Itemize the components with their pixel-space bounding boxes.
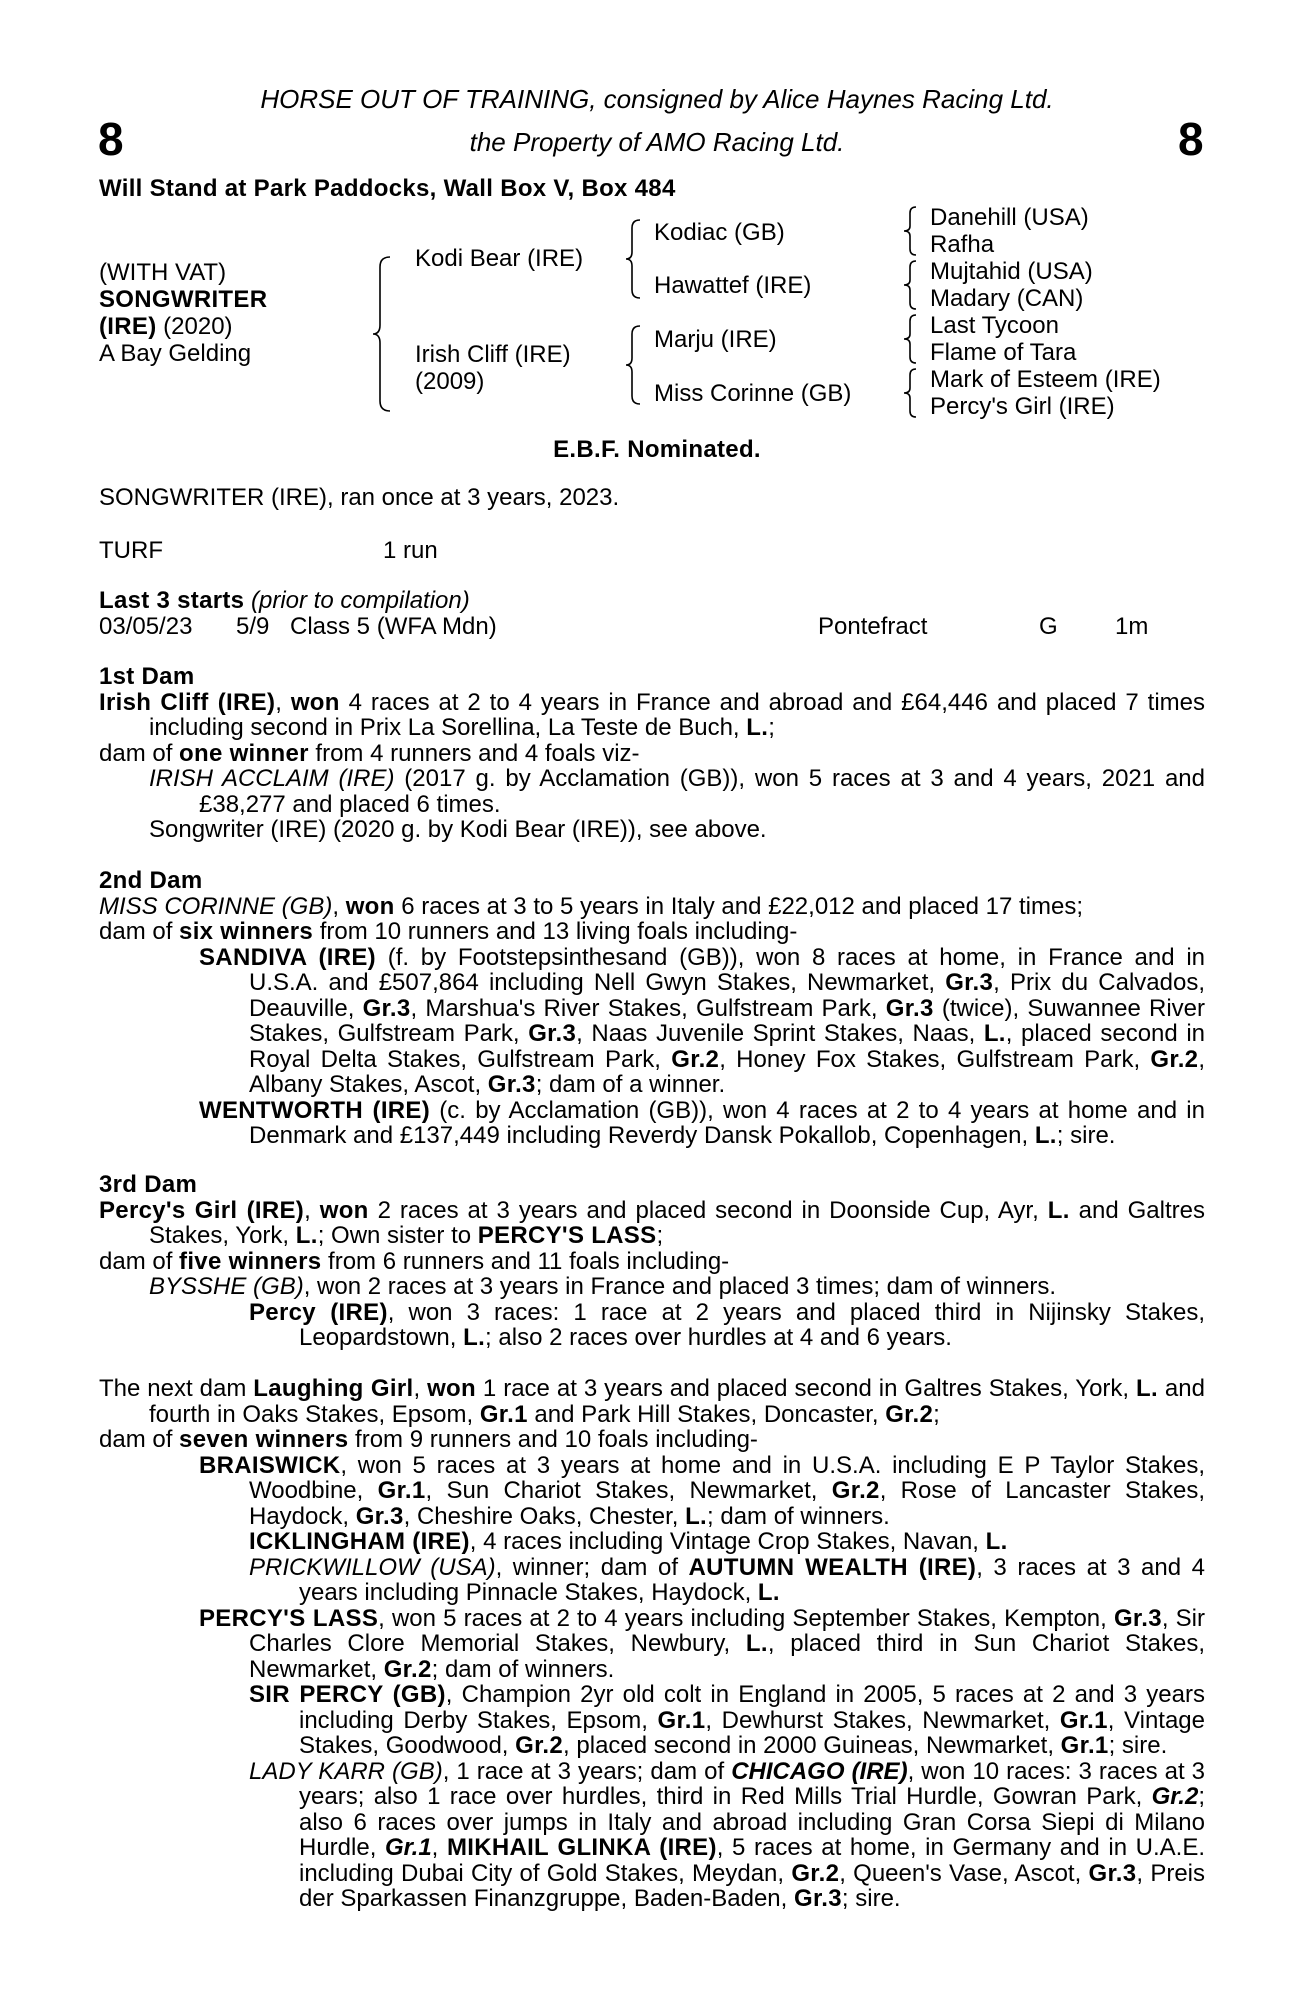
third-dam-record: Percy's Girl (IRE), won 2 races at 3 years and placed second in Doonside Cup, Ayr, L. and Galtres Stakes, York, L.; Own sister to PERCY'S LASS; bbox=[99, 1196, 1205, 1249]
consignor-line: HORSE OUT OF TRAINING, consigned by Alice Haynes Racing Ltd. bbox=[260, 84, 1054, 114]
horse-description: A Bay Gelding bbox=[99, 340, 252, 367]
second-dam-foal-sandiva: SANDIVA (IRE) (f. by Footstepsinthesand (GB)), won 8 races at home, in France and in U.S.A. and £507,864 including Nell Gwyn Stakes, Newmarket, Gr.3, Prix du Calvados, Deauville, Gr.3, Marshua's River Stakes, Gulfstream Park, Gr.3 (twice), Suwannee River Stakes, Gulfstream Park, Gr.3, Naas Juvenile Sprint Stakes, Naas, L., placed second in Royal Delta Stakes, Gulfstream Park, Gr.2, Honey Fox Stakes, Gulfstream Park, Gr.2, Albany Stakes, Ascot, Gr.3; dam of a winner. bbox=[199, 943, 1206, 1098]
second-dam-produce: dam of six winners from 10 runners and 13 living foals including- bbox=[99, 918, 798, 945]
second-dam-record: MISS CORINNE (GB), won 6 races at 3 to 5 years in Italy and £22,012 and placed 17 times; bbox=[99, 892, 1084, 920]
pedigree-g3: Mujtahid (USA) bbox=[930, 258, 1093, 285]
start-distance: 1m bbox=[1115, 613, 1149, 640]
vat-label: (WITH VAT) bbox=[99, 259, 227, 286]
pedigree-g5: Last Tycoon bbox=[930, 312, 1059, 339]
start-race: Class 5 (WFA Mdn) bbox=[290, 613, 497, 640]
turf-runs: 1 run bbox=[383, 537, 438, 564]
next-dam-foal-braiswick: BRAISWICK, won 5 races at 3 years at home and in U.S.A. including E P Taylor Stakes, Woodbine, Gr.1, Sun Chariot Stakes, Newmarket, Gr.2, Rose of Lancaster Stakes, Haydock, Gr.3, Cheshire Oaks, Chester, L.; dam of winners. bbox=[199, 1451, 1205, 1530]
pedigree-dam-dam: Miss Corinne (GB) bbox=[654, 380, 852, 407]
third-dam-produce: dam of five winners from 6 runners and 11 foals including- bbox=[99, 1247, 730, 1275]
next-dam-grandfoal-icklingham: ICKLINGHAM (IRE), 4 races including Vintage Crop Stakes, Navan, L. bbox=[249, 1528, 1008, 1555]
third-dam-foal-percy: Percy (IRE), won 3 races: 1 race at 2 years and placed third in Nijinsky Stakes, Leopardstown, L.; also 2 races over hurdles at 4 and 6 years. bbox=[249, 1298, 1205, 1351]
third-dam-foal-bysshe: BYSSHE (GB), won 2 races at 3 years in France and placed 3 times; dam of winners. bbox=[149, 1273, 1057, 1300]
second-dam-section bbox=[99, 868, 1205, 1149]
next-dam-section bbox=[99, 1376, 1205, 1912]
pedigree-g8: Percy's Girl (IRE) bbox=[930, 393, 1115, 420]
lot-number-left: 8 bbox=[98, 113, 124, 165]
third-dam-heading: 3rd Dam bbox=[99, 1171, 198, 1198]
third-dam-section bbox=[99, 1172, 1205, 1351]
next-dam-grandfoal-prickwillow: PRICKWILLOW (USA), winner; dam of AUTUMN WEALTH (IRE), 3 races at 3 and 4 years including Pinnacle Stakes, Haydock, L. bbox=[249, 1553, 1205, 1606]
pedigree-bracket-g1 bbox=[902, 205, 920, 257]
ebf-nominated: E.B.F. Nominated. bbox=[553, 436, 761, 463]
start-position: 5/9 bbox=[236, 613, 270, 640]
pedigree-sire-sire: Kodiac (GB) bbox=[654, 219, 785, 246]
pedigree-g1: Danehill (USA) bbox=[930, 204, 1089, 231]
next-dam-grandfoal-lady-karr: LADY KARR (GB), 1 race at 3 years; dam of CHICAGO (IRE), won 10 races: 3 races at 3 years; also 1 race over hurdles, third in Red Mills Trial Hurdle, Gowran Park, Gr.2; also 6 races over jumps in Italy and abroad including Gran Corsa Siepi di Milano Hurdle, Gr.1, MIKHAIL GLINKA (IRE), 5 races at home, in Germany and in U.A.E. including Dubai City of Gold Stakes, Meydan, Gr.2, Queen's Vase, Ascot, Gr.3, Preis der Sparkassen Finanzgruppe, Baden-Baden, Gr.3; sire. bbox=[249, 1757, 1206, 1912]
pedigree-bracket-g3 bbox=[902, 313, 920, 365]
pedigree-bracket-main bbox=[370, 255, 394, 413]
race-summary: SONGWRITER (IRE), ran once at 3 years, 2023. bbox=[99, 484, 620, 511]
pedigree-g4: Madary (CAN) bbox=[930, 285, 1084, 312]
next-dam-foal-percys-lass: PERCY'S LASS, won 5 races at 2 to 4 years including September Stakes, Kempton, Gr.3, Sir Charles Clore Memorial Stakes, Newbury, L., placed third in Sun Chariot Stakes, Newmarket, Gr.2; dam of winners. bbox=[199, 1604, 1205, 1683]
pedigree-g7: Mark of Esteem (IRE) bbox=[930, 366, 1161, 393]
first-dam-foal-1: IRISH ACCLAIM (IRE) (2017 g. by Acclamation (GB)), won 5 races at 3 and 4 years, 2021 and £38,277 and placed 6 times. bbox=[149, 765, 1205, 818]
pedigree-bracket-sire bbox=[624, 218, 644, 300]
second-dam-foal-wentworth: WENTWORTH (IRE) (c. by Acclamation (GB)), won 4 races at 2 to 4 years at home and in Denmark and £137,449 including Reverdy Dansk Pokallob, Copenhagen, L.; sire. bbox=[199, 1096, 1205, 1149]
pedigree-dam-year: (2009) bbox=[415, 368, 485, 395]
property-line: the Property of AMO Racing Ltd. bbox=[469, 127, 845, 157]
turf-label: TURF bbox=[99, 537, 163, 564]
pedigree-g6: Flame of Tara bbox=[930, 339, 1077, 366]
start-date: 03/05/23 bbox=[99, 613, 193, 640]
pedigree-bracket-dam bbox=[624, 324, 644, 406]
last-starts-heading: Last 3 starts (prior to compilation) bbox=[99, 587, 470, 614]
pedigree-bracket-g2 bbox=[902, 259, 920, 311]
second-dam-heading: 2nd Dam bbox=[99, 867, 203, 894]
start-course: Pontefract bbox=[818, 613, 928, 640]
first-dam-section bbox=[99, 664, 1205, 843]
stand-line: Will Stand at Park Paddocks, Wall Box V, Box 484 bbox=[99, 175, 676, 202]
first-dam-produce: dam of one winner from 4 runners and 4 foals viz- bbox=[99, 739, 640, 767]
pedigree-dam-sire: Marju (IRE) bbox=[654, 326, 777, 353]
next-dam-record: The next dam Laughing Girl, won 1 race at 3 years and placed second in Galtres Stakes, York, L. and fourth in Oaks Stakes, Epsom, Gr.1 and Park Hill Stakes, Doncaster, Gr.2; bbox=[99, 1375, 1205, 1428]
horse-suffix: (IRE) (2020) bbox=[99, 313, 233, 340]
pedigree-sire-dam: Hawattef (IRE) bbox=[654, 272, 812, 299]
first-dam-record: Irish Cliff (IRE), won 4 races at 2 to 4 years in France and abroad and £64,446 and placed 7 times including second in Prix La Sorellina, La Teste de Buch, L.; bbox=[99, 688, 1205, 741]
first-dam-heading: 1st Dam bbox=[99, 663, 195, 690]
pedigree-dam: Irish Cliff (IRE) bbox=[415, 341, 571, 368]
lot-number-right: 8 bbox=[1178, 113, 1204, 165]
horse-name: SONGWRITER bbox=[99, 286, 268, 313]
next-dam-produce: dam of seven winners from 9 runners and 10 foals including- bbox=[99, 1426, 758, 1453]
next-dam-grandfoal-sir-percy: SIR PERCY (GB), Champion 2yr old colt in England in 2005, 5 races at 2 and 3 years including Derby Stakes, Epsom, Gr.1, Dewhurst Stakes, Newmarket, Gr.1, Vintage Stakes, Goodwood, Gr.2, placed second in 2000 Guineas, Newmarket, Gr.1; sire. bbox=[249, 1681, 1206, 1759]
start-going: G bbox=[1039, 613, 1058, 640]
pedigree-sire: Kodi Bear (IRE) bbox=[415, 245, 584, 272]
pedigree-bracket-g4 bbox=[902, 367, 920, 419]
first-dam-foal-2: Songwriter (IRE) (2020 g. by Kodi Bear (IRE)), see above. bbox=[149, 816, 767, 843]
pedigree-g2: Rafha bbox=[930, 231, 995, 258]
